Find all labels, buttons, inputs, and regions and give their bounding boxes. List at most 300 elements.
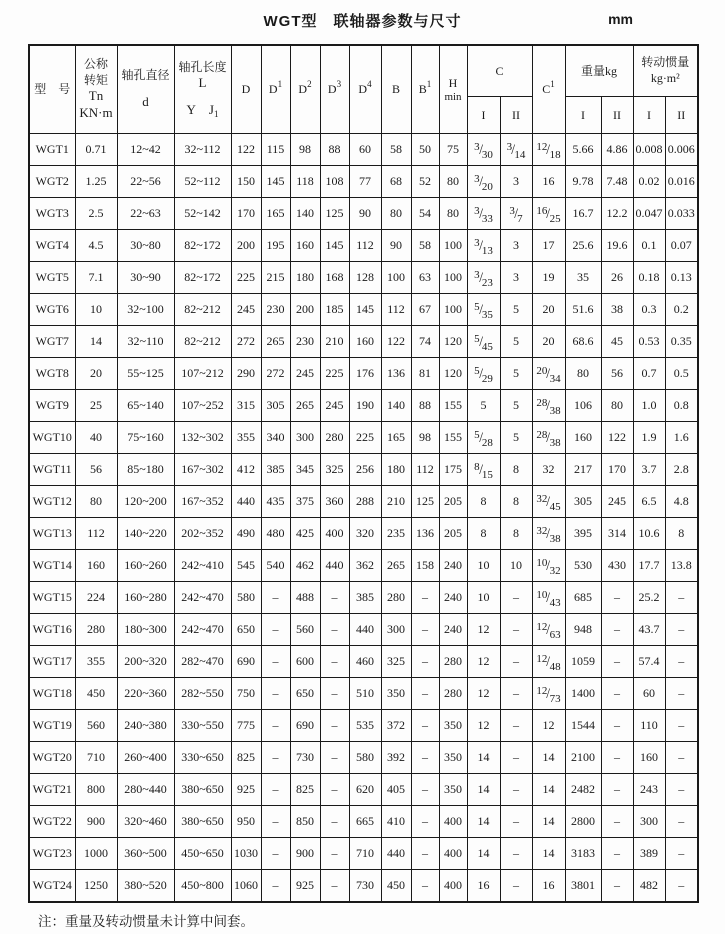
cell-D1: – [261, 710, 290, 742]
table-row [29, 518, 698, 550]
cell-D: 775 [231, 710, 261, 742]
cell-H-min: 280 [439, 646, 467, 678]
cell-B: 372 [381, 710, 411, 742]
col-header-inertia [633, 45, 698, 97]
cell-C1: 12/18 [532, 134, 565, 166]
cell-inertia-I: 0.3 [633, 294, 665, 326]
cell-C-I: 12 [467, 614, 500, 646]
cell-C1: 17 [532, 230, 565, 262]
table-row [29, 166, 698, 198]
cell-C-I: 5 [467, 390, 500, 422]
cell-C-II: 3 [500, 166, 532, 198]
model-label: 型 号 [34, 82, 71, 97]
cell-bore-length-L: 202~352 [174, 518, 231, 550]
cell-D: 272 [231, 326, 261, 358]
cell-weight-I: 3801 [565, 870, 601, 902]
cell-inertia-II: – [665, 774, 698, 806]
cell-D2: 300 [290, 422, 320, 454]
cell-B: 210 [381, 486, 411, 518]
cell-C1: 32/45 [532, 486, 565, 518]
cell-C-I: 16 [467, 870, 500, 902]
cell-weight-II: 170 [601, 454, 633, 486]
cell-inertia-II: 2.8 [665, 454, 698, 486]
cell-torque-Tn: 7.1 [75, 262, 117, 294]
table-row [29, 646, 698, 678]
cell-D3: – [320, 582, 349, 614]
cell-D3: 400 [320, 518, 349, 550]
cell-torque-Tn: 20 [75, 358, 117, 390]
cell-inertia-II: – [665, 646, 698, 678]
cell-H-min: 155 [439, 390, 467, 422]
cell-bore-length-L: 167~352 [174, 486, 231, 518]
cell-D2: 925 [290, 870, 320, 902]
cell-D2: 850 [290, 806, 320, 838]
cell-weight-I: 80 [565, 358, 601, 390]
bore-length-variants: Y $J_1$ [186, 102, 219, 120]
cell-C1: 12/48 [532, 646, 565, 678]
cell-weight-II: – [601, 710, 633, 742]
cell-B: 235 [381, 518, 411, 550]
cell-inertia-II: 0.2 [665, 294, 698, 326]
cell-bore-diameter-d: 380~520 [117, 870, 174, 902]
cell-D4: 710 [349, 838, 381, 870]
cell-bore-length-L: 107~212 [174, 358, 231, 390]
cell-B1: – [411, 678, 439, 710]
col-header-inertia-II: II [665, 97, 698, 134]
cell-D3: 440 [320, 550, 349, 582]
cell-D4: 77 [349, 166, 381, 198]
cell-B: 280 [381, 582, 411, 614]
cell-torque-Tn: 1.25 [75, 166, 117, 198]
cell-C-I: 10 [467, 550, 500, 582]
cell-D2: 425 [290, 518, 320, 550]
col-header-D: D [231, 45, 261, 134]
cell-D1: – [261, 678, 290, 710]
table-row [29, 422, 698, 454]
cell-C-I: 5/29 [467, 358, 500, 390]
cell-C1: 32/38 [532, 518, 565, 550]
cell-C-I: 14 [467, 838, 500, 870]
cell-inertia-II: 0.13 [665, 262, 698, 294]
cell-B1: 67 [411, 294, 439, 326]
cell-D2: 98 [290, 134, 320, 166]
cell-inertia-I: 243 [633, 774, 665, 806]
cell-model: WGT19 [29, 710, 75, 742]
cell-inertia-I: 0.1 [633, 230, 665, 262]
cell-bore-diameter-d: 360~500 [117, 838, 174, 870]
cell-D2: 690 [290, 710, 320, 742]
cell-D2: 900 [290, 838, 320, 870]
cell-inertia-I: 43.7 [633, 614, 665, 646]
col-header-D1: $D^1$ [261, 45, 290, 134]
cell-weight-I: 16.7 [565, 198, 601, 230]
cell-weight-I: 685 [565, 582, 601, 614]
cell-D2: 345 [290, 454, 320, 486]
cell-inertia-II: 0.5 [665, 358, 698, 390]
cell-inertia-II: – [665, 582, 698, 614]
cell-C-II: 3 [500, 262, 532, 294]
cell-bore-length-L: 380~650 [174, 774, 231, 806]
cell-inertia-II: – [665, 710, 698, 742]
cell-B1: – [411, 806, 439, 838]
cell-D3: 360 [320, 486, 349, 518]
cell-inertia-II: – [665, 806, 698, 838]
cell-weight-I: 1400 [565, 678, 601, 710]
cell-D: 925 [231, 774, 261, 806]
table-row [29, 550, 698, 582]
cell-C-II: – [500, 710, 532, 742]
cell-H-min: 205 [439, 486, 467, 518]
cell-weight-I: 2482 [565, 774, 601, 806]
cell-C-II: – [500, 870, 532, 902]
cell-C1: 10/43 [532, 582, 565, 614]
cell-weight-I: 1059 [565, 646, 601, 678]
cell-C1: 20 [532, 326, 565, 358]
col-header-model [29, 45, 75, 134]
cell-weight-I: 9.78 [565, 166, 601, 198]
table-row [29, 582, 698, 614]
cell-C-I: 3/33 [467, 198, 500, 230]
cell-C1: 16 [532, 870, 565, 902]
cell-C-II: – [500, 774, 532, 806]
cell-H-min: 240 [439, 614, 467, 646]
h-symbol: H [448, 76, 458, 91]
cell-D: 490 [231, 518, 261, 550]
cell-D1: – [261, 774, 290, 806]
cell-C1: 12/63 [532, 614, 565, 646]
cell-D3: – [320, 806, 349, 838]
unit-label: mm [608, 11, 633, 27]
col-header-C-I: I [467, 97, 500, 134]
cell-D3: – [320, 774, 349, 806]
cell-model: WGT13 [29, 518, 75, 550]
cell-B: 392 [381, 742, 411, 774]
cell-bore-diameter-d: 280~440 [117, 774, 174, 806]
cell-model: WGT20 [29, 742, 75, 774]
cell-B1: 50 [411, 134, 439, 166]
col-header-C: C [467, 45, 532, 97]
cell-D3: 225 [320, 358, 349, 390]
cell-weight-II: 7.48 [601, 166, 633, 198]
col-header-inertia-I: I [633, 97, 665, 134]
cell-C-II: – [500, 582, 532, 614]
title-bar [0, 0, 725, 38]
cell-D1: 115 [261, 134, 290, 166]
header-row-top [29, 45, 698, 97]
cell-weight-I: 160 [565, 422, 601, 454]
cell-inertia-I: 17.7 [633, 550, 665, 582]
cell-D: 825 [231, 742, 261, 774]
cell-C1: 14 [532, 806, 565, 838]
cell-inertia-I: 6.5 [633, 486, 665, 518]
cell-D: 1060 [231, 870, 261, 902]
cell-B1: – [411, 646, 439, 678]
cell-C-I: 5/28 [467, 422, 500, 454]
cell-D1: – [261, 582, 290, 614]
cell-torque-Tn: 160 [75, 550, 117, 582]
cell-D1: 340 [261, 422, 290, 454]
cell-D1: 230 [261, 294, 290, 326]
cell-B1: – [411, 742, 439, 774]
cell-D3: 325 [320, 454, 349, 486]
cell-C-II: 3/7 [500, 198, 532, 230]
cell-model: WGT11 [29, 454, 75, 486]
cell-bore-diameter-d: 65~140 [117, 390, 174, 422]
cell-torque-Tn: 224 [75, 582, 117, 614]
cell-C1: 32 [532, 454, 565, 486]
cell-C-I: 14 [467, 742, 500, 774]
cell-bore-diameter-d: 32~100 [117, 294, 174, 326]
cell-C1: 28/38 [532, 390, 565, 422]
cell-weight-II: 4.86 [601, 134, 633, 166]
cell-B: 90 [381, 230, 411, 262]
cell-bore-length-L: 82~172 [174, 262, 231, 294]
cell-D4: 385 [349, 582, 381, 614]
cell-D3: 245 [320, 390, 349, 422]
cell-torque-Tn: 40 [75, 422, 117, 454]
cell-D1: 540 [261, 550, 290, 582]
table-row [29, 262, 698, 294]
cell-C-I: 3/13 [467, 230, 500, 262]
cell-B: 112 [381, 294, 411, 326]
cell-bore-length-L: 330~650 [174, 742, 231, 774]
cell-bore-length-L: 242~470 [174, 582, 231, 614]
cell-inertia-II: 0.033 [665, 198, 698, 230]
table-header [29, 45, 698, 134]
cell-B: 136 [381, 358, 411, 390]
cell-inertia-I: 300 [633, 806, 665, 838]
cell-bore-length-L: 107~252 [174, 390, 231, 422]
cell-C-I: 5/45 [467, 326, 500, 358]
cell-D: 412 [231, 454, 261, 486]
cell-inertia-I: 110 [633, 710, 665, 742]
cell-weight-II: – [601, 806, 633, 838]
col-header-weight-II: II [601, 97, 633, 134]
cell-B: 100 [381, 262, 411, 294]
table-row [29, 390, 698, 422]
cell-weight-II: 80 [601, 390, 633, 422]
cell-C1: 14 [532, 838, 565, 870]
cell-C-I: 3/30 [467, 134, 500, 166]
cell-D1: – [261, 614, 290, 646]
cell-D2: 488 [290, 582, 320, 614]
cell-C-I: 3/23 [467, 262, 500, 294]
cell-B1: 81 [411, 358, 439, 390]
cell-bore-diameter-d: 32~110 [117, 326, 174, 358]
cell-D1: 195 [261, 230, 290, 262]
col-header-B1: $B^1$ [411, 45, 439, 134]
cell-C1: 20/34 [532, 358, 565, 390]
cell-inertia-I: 482 [633, 870, 665, 902]
cell-D3: 280 [320, 422, 349, 454]
cell-D2: 600 [290, 646, 320, 678]
cell-D: 290 [231, 358, 261, 390]
cell-H-min: 350 [439, 742, 467, 774]
cell-D1: 272 [261, 358, 290, 390]
cell-D3: – [320, 838, 349, 870]
cell-bore-length-L: 82~212 [174, 326, 231, 358]
cell-bore-length-L: 450~800 [174, 870, 231, 902]
cell-C-I: 14 [467, 806, 500, 838]
cell-C-II: 5 [500, 422, 532, 454]
col-header-D4: $D^4$ [349, 45, 381, 134]
col-header-D3: $D^3$ [320, 45, 349, 134]
cell-model: WGT17 [29, 646, 75, 678]
cell-D: 200 [231, 230, 261, 262]
page-title: WGT型 联轴器参数与尺寸 [263, 13, 462, 30]
cell-C-II: 5 [500, 326, 532, 358]
cell-C1: 16 [532, 166, 565, 198]
cell-weight-I: 395 [565, 518, 601, 550]
cell-C-I: 8 [467, 518, 500, 550]
col-header-D2: $D^2$ [290, 45, 320, 134]
cell-B1: 88 [411, 390, 439, 422]
cell-C-I: 12 [467, 678, 500, 710]
cell-bore-diameter-d: 160~280 [117, 582, 174, 614]
cell-inertia-II: – [665, 870, 698, 902]
cell-D2: 180 [290, 262, 320, 294]
cell-weight-II: – [601, 582, 633, 614]
cell-H-min: 120 [439, 358, 467, 390]
table-body [29, 134, 698, 902]
table-row [29, 326, 698, 358]
cell-bore-length-L: 32~112 [174, 134, 231, 166]
cell-C1: 10/32 [532, 550, 565, 582]
cell-D2: 265 [290, 390, 320, 422]
cell-torque-Tn: 800 [75, 774, 117, 806]
cell-weight-II: 19.6 [601, 230, 633, 262]
cell-D: 150 [231, 166, 261, 198]
cell-bore-length-L: 82~212 [174, 294, 231, 326]
cell-H-min: 205 [439, 518, 467, 550]
cell-C-II: – [500, 838, 532, 870]
cell-inertia-I: 0.18 [633, 262, 665, 294]
table-row [29, 134, 698, 166]
cell-torque-Tn: 10 [75, 294, 117, 326]
cell-bore-length-L: 82~172 [174, 230, 231, 262]
cell-D1: – [261, 806, 290, 838]
cell-bore-length-L: 132~302 [174, 422, 231, 454]
cell-model: WGT22 [29, 806, 75, 838]
cell-bore-diameter-d: 22~63 [117, 198, 174, 230]
cell-inertia-II: 0.07 [665, 230, 698, 262]
cell-weight-I: 3183 [565, 838, 601, 870]
cell-C1: 14 [532, 774, 565, 806]
torque-label-line2: 转矩 [83, 72, 108, 87]
cell-B1: – [411, 710, 439, 742]
cell-C-II: – [500, 806, 532, 838]
cell-C-II: 8 [500, 486, 532, 518]
torque-unit: KN·m [79, 105, 113, 121]
cell-weight-II: 12.2 [601, 198, 633, 230]
cell-bore-diameter-d: 120~200 [117, 486, 174, 518]
cell-D1: 215 [261, 262, 290, 294]
cell-B: 80 [381, 198, 411, 230]
cell-model: WGT16 [29, 614, 75, 646]
cell-D: 225 [231, 262, 261, 294]
cell-B1: – [411, 614, 439, 646]
cell-H-min: 350 [439, 710, 467, 742]
col-header-C-II: II [500, 97, 532, 134]
cell-torque-Tn: 710 [75, 742, 117, 774]
cell-bore-length-L: 242~410 [174, 550, 231, 582]
cell-weight-I: 2100 [565, 742, 601, 774]
bore-diameter-label: 轴孔直径 [121, 68, 170, 83]
cell-bore-diameter-d: 180~300 [117, 614, 174, 646]
cell-bore-diameter-d: 220~360 [117, 678, 174, 710]
cell-D: 315 [231, 390, 261, 422]
cell-inertia-II: 4.8 [665, 486, 698, 518]
coupling-spec-table [28, 44, 699, 903]
cell-D4: 320 [349, 518, 381, 550]
cell-C-II: 3 [500, 230, 532, 262]
cell-inertia-II: – [665, 614, 698, 646]
cell-C-I: 8 [467, 486, 500, 518]
cell-B1: 74 [411, 326, 439, 358]
cell-C-I: 8/15 [467, 454, 500, 486]
cell-weight-II: – [601, 614, 633, 646]
cell-inertia-II: 0.006 [665, 134, 698, 166]
cell-B: 165 [381, 422, 411, 454]
table-row [29, 614, 698, 646]
cell-D4: 535 [349, 710, 381, 742]
cell-weight-I: 35 [565, 262, 601, 294]
cell-weight-II: 56 [601, 358, 633, 390]
cell-H-min: 100 [439, 230, 467, 262]
cell-D3: – [320, 646, 349, 678]
cell-model: WGT8 [29, 358, 75, 390]
cell-D2: 200 [290, 294, 320, 326]
cell-torque-Tn: 2.5 [75, 198, 117, 230]
cell-H-min: 240 [439, 582, 467, 614]
cell-torque-Tn: 450 [75, 678, 117, 710]
cell-C-I: 14 [467, 774, 500, 806]
cell-inertia-I: 0.047 [633, 198, 665, 230]
cell-weight-II: 314 [601, 518, 633, 550]
table-row [29, 870, 698, 902]
cell-torque-Tn: 355 [75, 646, 117, 678]
cell-H-min: 400 [439, 838, 467, 870]
cell-bore-length-L: 380~650 [174, 806, 231, 838]
cell-D: 950 [231, 806, 261, 838]
cell-B: 440 [381, 838, 411, 870]
cell-H-min: 75 [439, 134, 467, 166]
table-row [29, 358, 698, 390]
cell-D1: 480 [261, 518, 290, 550]
cell-weight-I: 51.6 [565, 294, 601, 326]
torque-symbol: Tn [88, 88, 104, 104]
cell-B1: 52 [411, 166, 439, 198]
table-row [29, 806, 698, 838]
cell-model: WGT4 [29, 230, 75, 262]
cell-D: 170 [231, 198, 261, 230]
cell-H-min: 350 [439, 774, 467, 806]
cell-B: 265 [381, 550, 411, 582]
cell-D: 750 [231, 678, 261, 710]
cell-D1: 165 [261, 198, 290, 230]
cell-bore-length-L: 450~650 [174, 838, 231, 870]
col-header-weight-I: I [565, 97, 601, 134]
cell-inertia-I: 0.02 [633, 166, 665, 198]
cell-D2: 825 [290, 774, 320, 806]
cell-model: WGT7 [29, 326, 75, 358]
cell-bore-diameter-d: 200~320 [117, 646, 174, 678]
cell-torque-Tn: 4.5 [75, 230, 117, 262]
cell-C1: 14 [532, 742, 565, 774]
cell-inertia-II: 0.016 [665, 166, 698, 198]
cell-H-min: 100 [439, 262, 467, 294]
torque-label-line1: 公称 [83, 57, 108, 72]
